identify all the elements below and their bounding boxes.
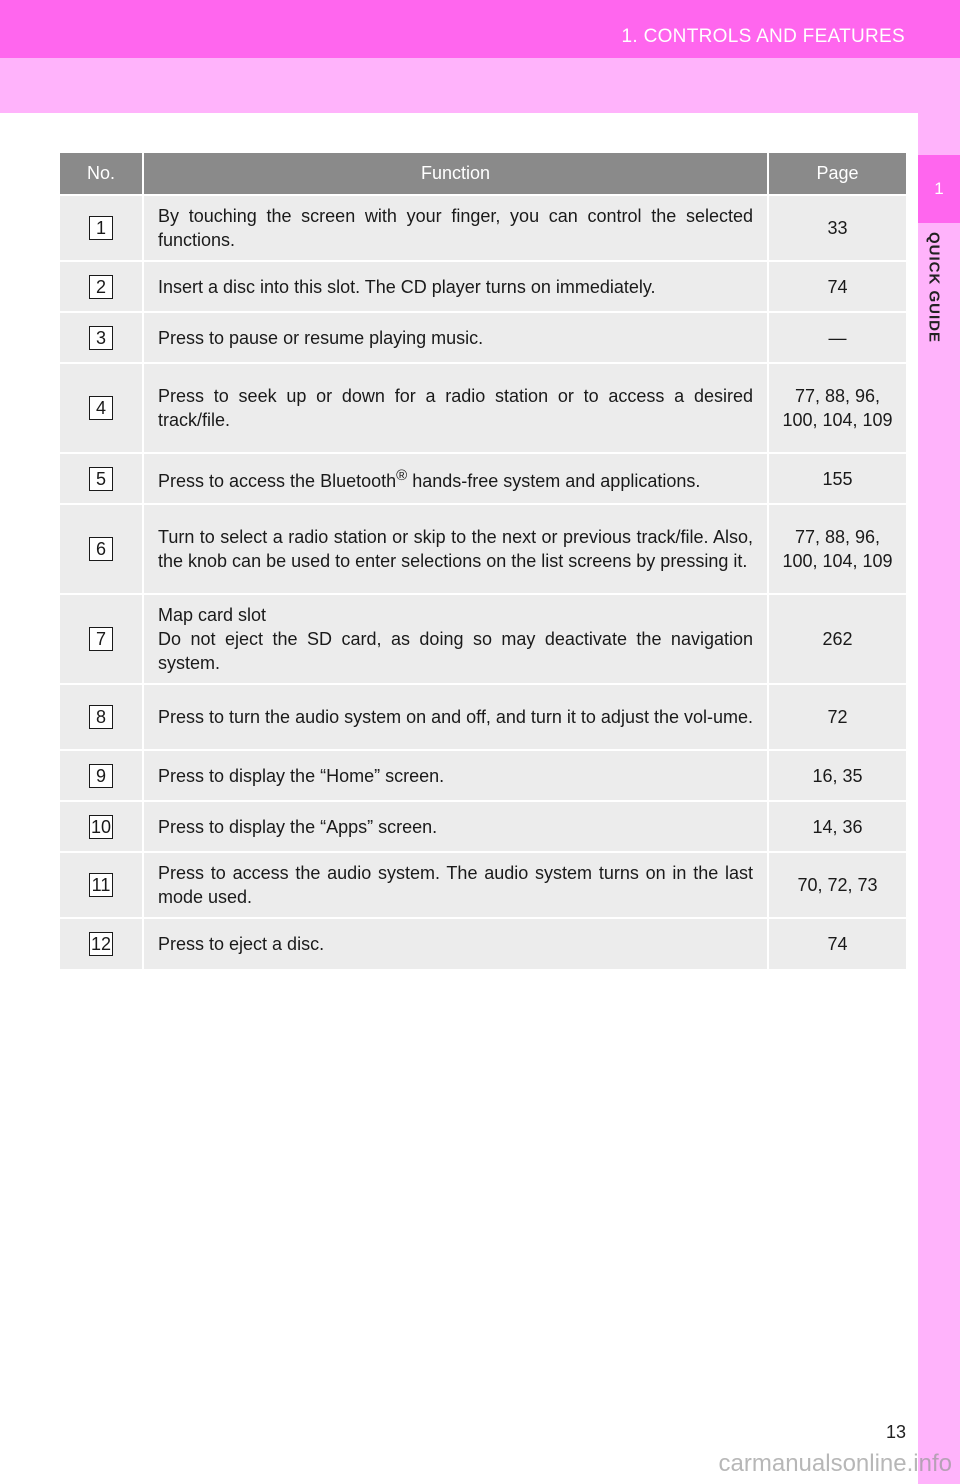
function-cell bbox=[143, 594, 768, 684]
function-cell: Insert a disc into this slot. The CD player turns on immediately. bbox=[143, 261, 768, 312]
row-number-cell bbox=[60, 801, 143, 852]
table-row bbox=[60, 594, 906, 684]
function-cell: Press to display the “Home” screen. bbox=[143, 750, 768, 801]
function-text: Press to access the Bluetooth bbox=[158, 471, 397, 491]
page-cell: 155 bbox=[768, 453, 906, 504]
page-cell: 77, 88, 96, 100, 104, 109 bbox=[768, 504, 906, 594]
page-cell: 74 bbox=[768, 261, 906, 312]
row-number-cell bbox=[60, 195, 143, 261]
row-number-cell bbox=[60, 504, 143, 594]
page-cell: 77, 88, 96, 100, 104, 109 bbox=[768, 363, 906, 453]
table-row bbox=[60, 453, 906, 504]
page-cell: 14, 36 bbox=[768, 801, 906, 852]
column-header-page: Page bbox=[768, 153, 906, 195]
table-row bbox=[60, 363, 906, 453]
page-number: 13 bbox=[885, 1422, 906, 1442]
number-box: 11 bbox=[89, 873, 113, 897]
function-cell bbox=[143, 453, 768, 504]
function-cell: Press to seek up or down for a radio station or to access a desired track/file. bbox=[143, 363, 768, 453]
column-header-function: Function bbox=[143, 153, 768, 195]
page-cell: 33 bbox=[768, 195, 906, 261]
function-text: Map card slot bbox=[158, 605, 267, 625]
row-number-cell bbox=[60, 852, 143, 918]
number-box: 1 bbox=[89, 216, 113, 240]
function-cell: Turn to select a radio station or skip to the next or previous track/file. Also, the knob can be used to enter selections on the list screens by pressing it. bbox=[143, 504, 768, 594]
function-text: hands-free system and applications. bbox=[407, 471, 701, 491]
header-band bbox=[0, 0, 960, 58]
table-row bbox=[60, 750, 906, 801]
chapter-tab[interactable] bbox=[918, 155, 960, 223]
header-sub-band bbox=[0, 58, 960, 113]
table-row bbox=[60, 852, 906, 918]
row-number-cell bbox=[60, 312, 143, 363]
side-label-quick-guide: QUICK GUIDE bbox=[925, 232, 943, 344]
function-cell: By touching the screen with your finger, you can control the selected functions. bbox=[143, 195, 768, 261]
page-cell: 74 bbox=[768, 918, 906, 969]
table-row bbox=[60, 312, 906, 363]
function-text: Do not eject the SD card, as doing so may deactivate the navigation system. bbox=[158, 629, 753, 673]
number-box: 4 bbox=[89, 396, 113, 420]
number-box: 12 bbox=[90, 934, 112, 954]
page-cell: 262 bbox=[768, 594, 906, 684]
row-number-cell bbox=[60, 363, 143, 453]
function-cell: Press to turn the audio system on and off, and turn it to adjust the vol-ume. bbox=[143, 684, 768, 750]
row-number-cell bbox=[60, 918, 143, 969]
table-row bbox=[60, 261, 906, 312]
number-box: 8 bbox=[89, 705, 113, 729]
table-row bbox=[60, 918, 906, 969]
table-row bbox=[60, 801, 906, 852]
function-cell: Press to eject a disc. bbox=[143, 918, 768, 969]
number-box: 9 bbox=[89, 764, 113, 788]
page-cell: 72 bbox=[768, 684, 906, 750]
table-row bbox=[60, 504, 906, 594]
number-box: 7 bbox=[89, 627, 113, 651]
row-number-cell bbox=[60, 750, 143, 801]
page-cell: 16, 35 bbox=[768, 750, 906, 801]
row-number-cell bbox=[60, 594, 143, 684]
column-header-no: No. bbox=[60, 153, 143, 195]
table-row bbox=[60, 195, 906, 261]
function-table bbox=[60, 153, 906, 969]
table-row bbox=[60, 684, 906, 750]
row-number-cell bbox=[60, 684, 143, 750]
page-cell: 70, 72, 73 bbox=[768, 852, 906, 918]
row-number-cell bbox=[60, 261, 143, 312]
registered-mark: ® bbox=[396, 467, 408, 484]
number-box: 3 bbox=[89, 326, 113, 350]
number-box: 6 bbox=[89, 537, 113, 561]
function-cell: Press to access the audio system. The audio system turns on in the last mode used. bbox=[143, 852, 768, 918]
page-cell: — bbox=[768, 312, 906, 363]
number-box: 2 bbox=[89, 275, 113, 299]
chapter-number: 1 bbox=[934, 179, 944, 198]
function-cell: Press to pause or resume playing music. bbox=[143, 312, 768, 363]
section-title: 1. CONTROLS AND FEATURES bbox=[621, 26, 905, 47]
watermark: carmanualsonline.info bbox=[718, 1450, 952, 1477]
function-cell: Press to display the “Apps” screen. bbox=[143, 801, 768, 852]
number-box: 10 bbox=[90, 816, 112, 837]
number-box: 5 bbox=[89, 467, 113, 491]
table-header-row bbox=[60, 153, 906, 195]
row-number-cell bbox=[60, 453, 143, 504]
